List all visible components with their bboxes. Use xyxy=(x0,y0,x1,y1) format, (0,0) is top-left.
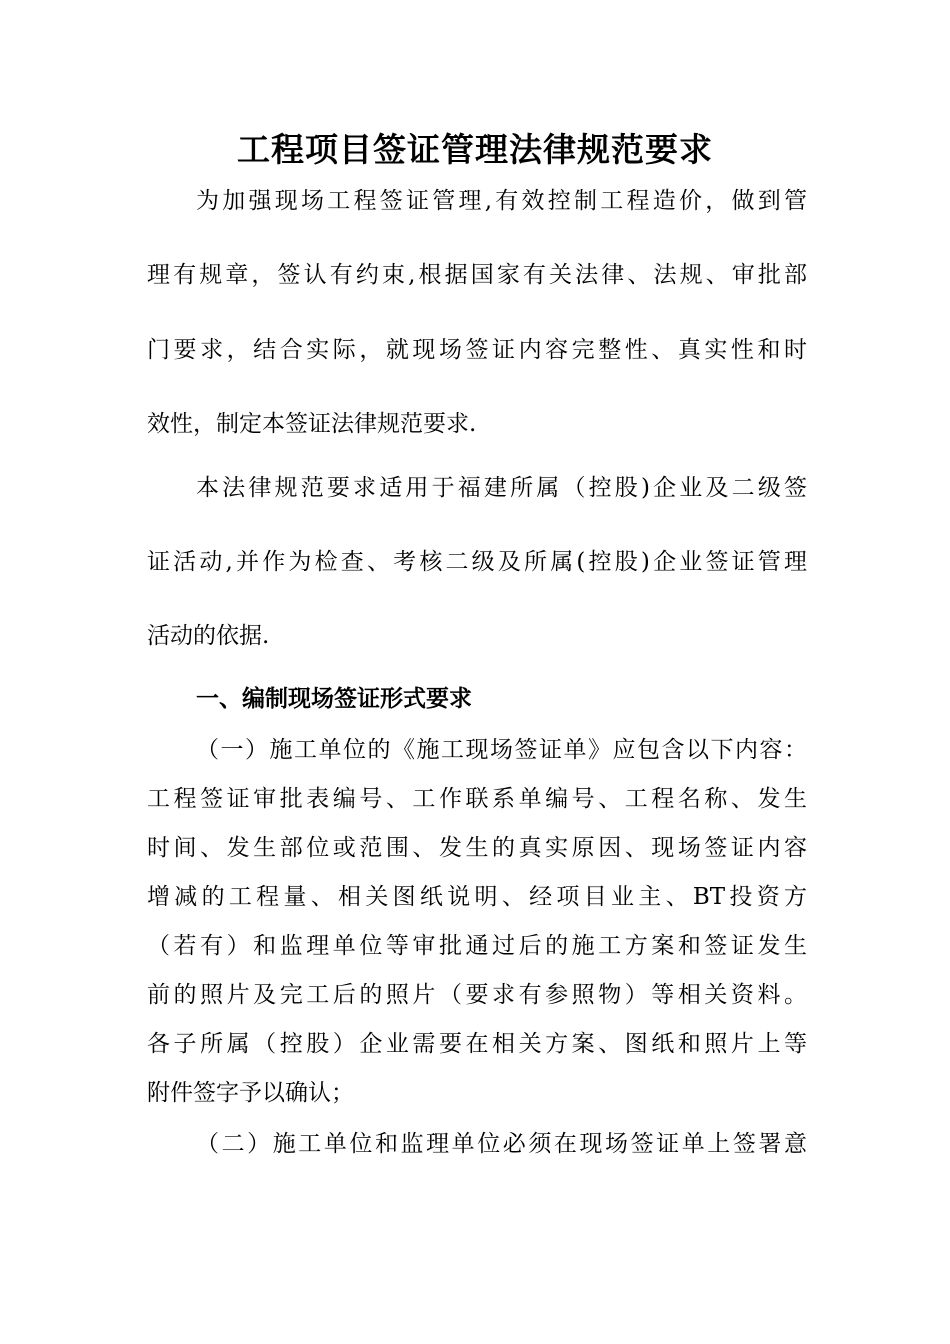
para1-line-2: 理有规章，签认有约束,根据国家有关法律、法规、审批部 xyxy=(147,262,807,288)
item1-line-4: 增减的工程量、相关图纸说明、经项目业主、BT投资方 xyxy=(147,884,807,910)
item1-line-7: 各子所属（控股）企业需要在相关方案、图纸和照片上等 xyxy=(147,1031,807,1057)
section-heading: 一、编制现场签证形式要求 xyxy=(196,686,472,712)
item1-line-6: 前的照片及完工后的照片（要求有参照物）等相关资料。 xyxy=(147,982,807,1008)
item1-line-8: 附件签字予以确认； xyxy=(147,1080,354,1106)
para2-line-1: 本法律规范要求适用于福建所属（控股)企业及二级签 xyxy=(196,475,807,501)
para1-line-1: 为加强现场工程签证管理,有效控制工程造价，做到管 xyxy=(196,188,807,214)
para2-line-2: 证活动,并作为检查、考核二级及所属(控股)企业签证管理 xyxy=(147,549,807,575)
para1-line-4: 效性，制定本签证法律规范要求. xyxy=(147,411,477,437)
item1-line-3: 时间、发生部位或范围、发生的真实原因、现场签证内容 xyxy=(147,835,807,861)
para2-line-3: 活动的依据. xyxy=(147,623,270,649)
item1-line-5: （若有）和监理单位等审批通过后的施工方案和签证发生 xyxy=(147,933,807,959)
page-title: 工程项目签证管理法律规范要求 xyxy=(237,130,713,169)
para1-line-3: 门要求，结合实际，就现场签证内容完整性、真实性和时 xyxy=(147,337,807,363)
item1-line-2: 工程签证审批表编号、工作联系单编号、工程名称、发生 xyxy=(147,786,807,812)
item2-line-1: （二）施工单位和监理单位必须在现场签证单上签署意 xyxy=(196,1131,807,1157)
item1-line-1: （一）施工单位的《施工现场签证单》应包含以下内容： xyxy=(196,737,807,763)
